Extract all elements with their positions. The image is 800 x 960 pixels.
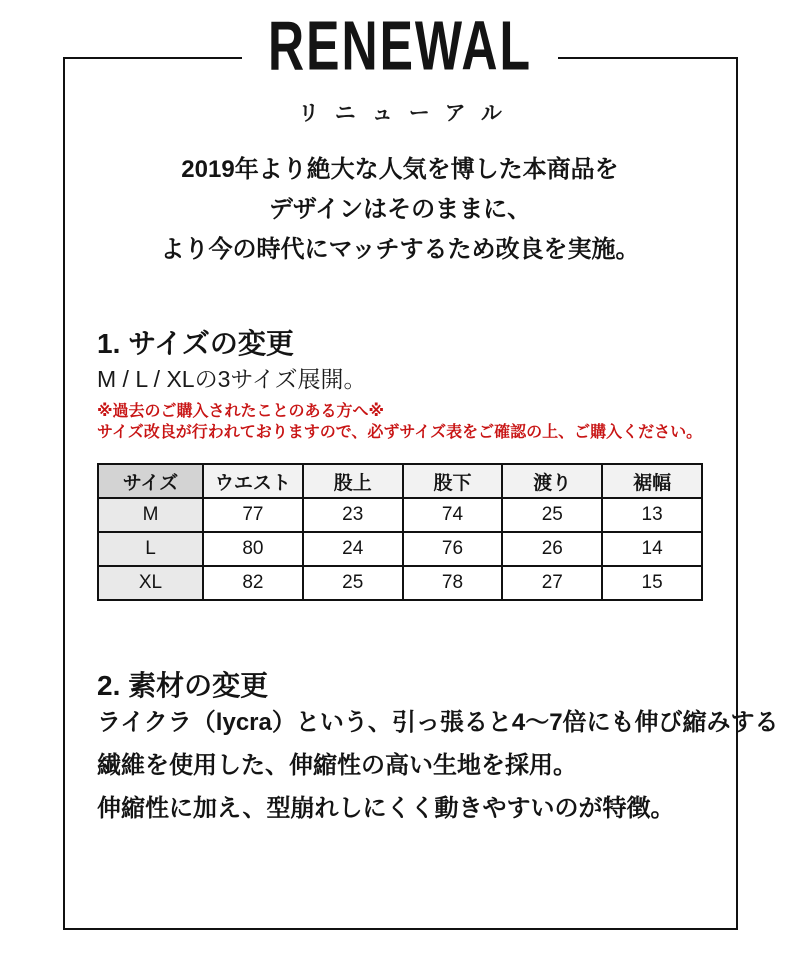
size-table-header-cell: ウエスト [203,464,303,498]
size-label-cell: M [98,498,203,532]
title-block [0,6,800,85]
measure-cell: 80 [203,532,303,566]
measure-cell: 74 [403,498,503,532]
intro-line: 2019年より絶大な人気を博した本商品を [181,156,619,183]
measure-cell: 82 [203,566,303,600]
table-row [98,498,702,532]
measure-cell: 24 [303,532,403,566]
section1-subheading: M / L / XLの3サイズ展開。 [97,366,367,392]
size-table-header-cell: 渡り [502,464,602,498]
table-row [98,566,702,600]
body-line: 繊維を使用した、伸縮性の高い生地を採用。 [97,752,577,779]
measure-cell: 26 [502,532,602,566]
measure-cell: 77 [203,498,303,532]
intro-line: より今の時代にマッチするため改良を実施。 [160,236,640,263]
measure-cell: 14 [602,532,702,566]
warning-line: ※過去のご購入されたことのある方へ※ [97,403,385,420]
section1-heading: 1. サイズの変更 [97,328,294,359]
table-row [98,532,702,566]
intro-line: デザインはそのままに、 [268,196,532,223]
body-line: ライクラ（lycra）という、引っ張ると4〜7倍にも伸び縮みする [97,709,779,736]
measure-cell: 23 [303,498,403,532]
section2-heading: 2. 素材の変更 [97,670,269,701]
measure-cell: 25 [303,566,403,600]
measure-cell: 78 [403,566,503,600]
measure-cell: 15 [602,566,702,600]
size-table-header-cell: 股下 [403,464,503,498]
section2-body [97,701,779,830]
body-line: 伸縮性に加え、型崩れしにくく動きやすいのが特徴。 [97,795,675,822]
measure-cell: 25 [502,498,602,532]
measure-cell: 27 [502,566,602,600]
size-table-header-cell: 裾幅 [602,464,702,498]
size-label-cell: XL [98,566,203,600]
size-table [97,463,703,601]
page-title: RENEWAL [242,8,558,85]
warning-line: サイズ改良が行われておりますので、必ずサイズ表をご確認の上、ご購入ください。 [97,424,703,441]
purchase-warning [97,401,702,443]
size-table-header-row [98,464,702,498]
size-label-cell: L [98,532,203,566]
measure-cell: 76 [403,532,503,566]
intro-paragraph [0,150,800,270]
size-table-header-cell: 股上 [303,464,403,498]
size-table-header-cell: サイズ [98,464,203,498]
measure-cell: 13 [602,498,702,532]
page-subtitle: リニューアル [298,102,518,125]
